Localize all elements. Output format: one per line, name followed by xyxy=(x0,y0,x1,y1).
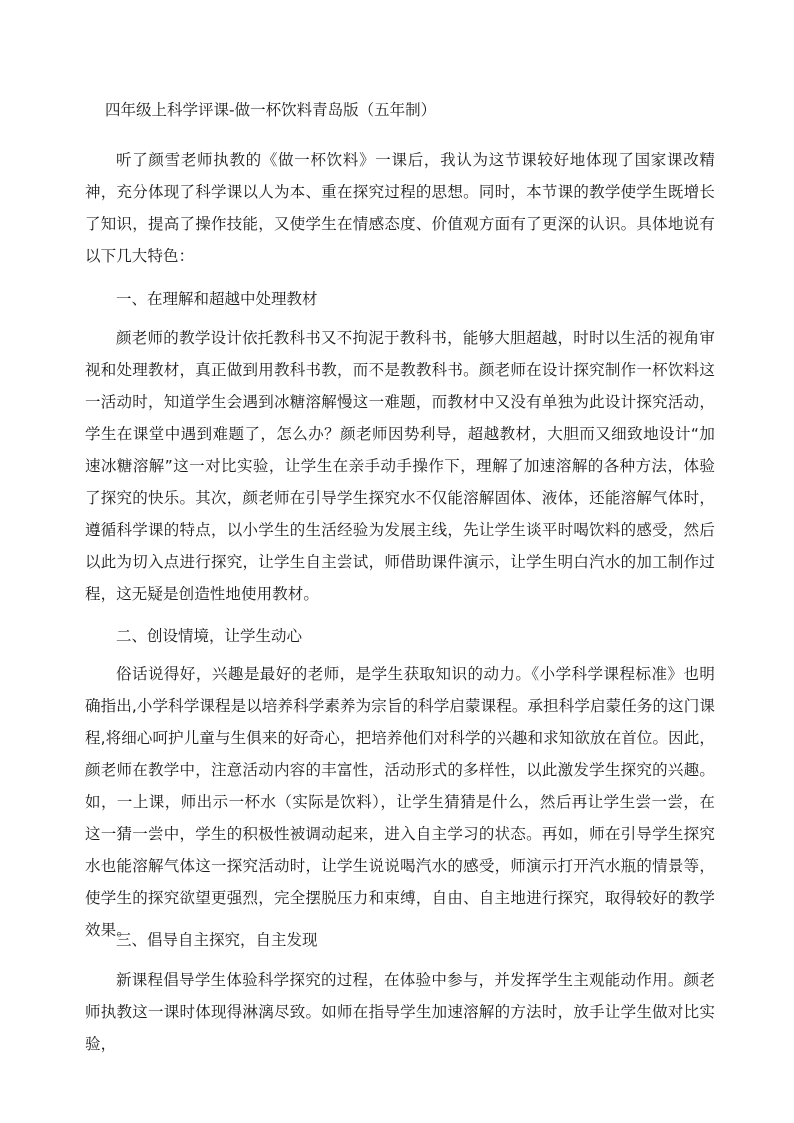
section-1-body: 颜老师的教学设计依托教科书又不拘泥于教科书，能够大胆超越，时时以生活的视角审视和处理教材，真正做到用教科书教，而不是教教科书。颜老师在设计探究制作一杯饮料这一活动时，知道学生会遇到冰糖溶解慢这一难题，而教材中又没有单独为此设计探究活动，学生在课堂中遇到难题了，怎么办？颜老师因势利导，超越教材，大胆而又细致地设计“加速冰糖溶解”这一对比实验，让学生在亲手动手操作下，理解了加速溶解的各种方法，体验了探究的快乐。其次，颜老师在引导学生探究水不仅能溶解固体、液体，还能溶解气体时，遵循科学课的特点，以小学生的生活经验为发展主线，先让学生谈平时喝饮料的感受，然后以此为切入点进行探究，让学生自主尝试，师借助课件演示，让学生明白汽水的加工制作过程，这无疑是创造性地使用教材。 xyxy=(85,329,715,603)
section-2-heading: 二、创设情境，让学生动心 xyxy=(116,627,303,645)
section-3-body: 新课程倡导学生体验科学探究的过程，在体验中参与，并发挥学生主观能动作用。颜老师执教这一课时体现得淋漓尽致。如师在指导学生加速溶解的方法时，放手让学生做对比实验， xyxy=(85,971,715,1053)
section-2-body: 俗话说得好，兴趣是最好的老师，是学生获取知识的动力。《小学科学课程标准》也明确指出,小学科学课程是以培养科学素养为宗旨的科学启蒙课程。承担科学启蒙任务的这门课程,将细心呵护儿童与生俱来的好奇心，把培养他们对科学的兴趣和求知欲放在首位。因此，颜老师在教学中，注意活动内容的丰富性，活动形式的多样性，以此激发学生探究的兴趣。如，一上课，师出示一杯水（实际是饮料），让学生猜猜是什么，然后再让学生尝一尝，在这一猜一尝中，学生的积极性被调动起来，进入自主学习的状态。再如，师在引导学生探究水也能溶解气体这一探究活动时，让学生说说喝汽水的感受，师演示打开汽水瓶的情景等，使学生的探究欲望更强烈，完全摆脱压力和束缚，自由、自主地进行探究，取得较好的教学效果。 xyxy=(85,665,715,939)
section-1-heading: 一、在理解和超越中处理教材 xyxy=(116,290,318,308)
section-3-heading: 三、倡导自主探究，自主发现 xyxy=(116,931,318,949)
document-title: 四年级上科学评课-做一杯饮料青岛版（五年制） xyxy=(105,101,437,119)
intro-paragraph: 听了颜雪老师执教的《做一杯饮料》一课后，我认为这节课较好地体现了国家课改精神，充分体现了科学课以人为本、重在探究过程的思想。同时，本节课的教学使学生既增长了知识，提高了操作技能，又使学生在情感态度、价值观方面有了更深的认识。具体地说有以下几大特色： xyxy=(85,151,715,265)
